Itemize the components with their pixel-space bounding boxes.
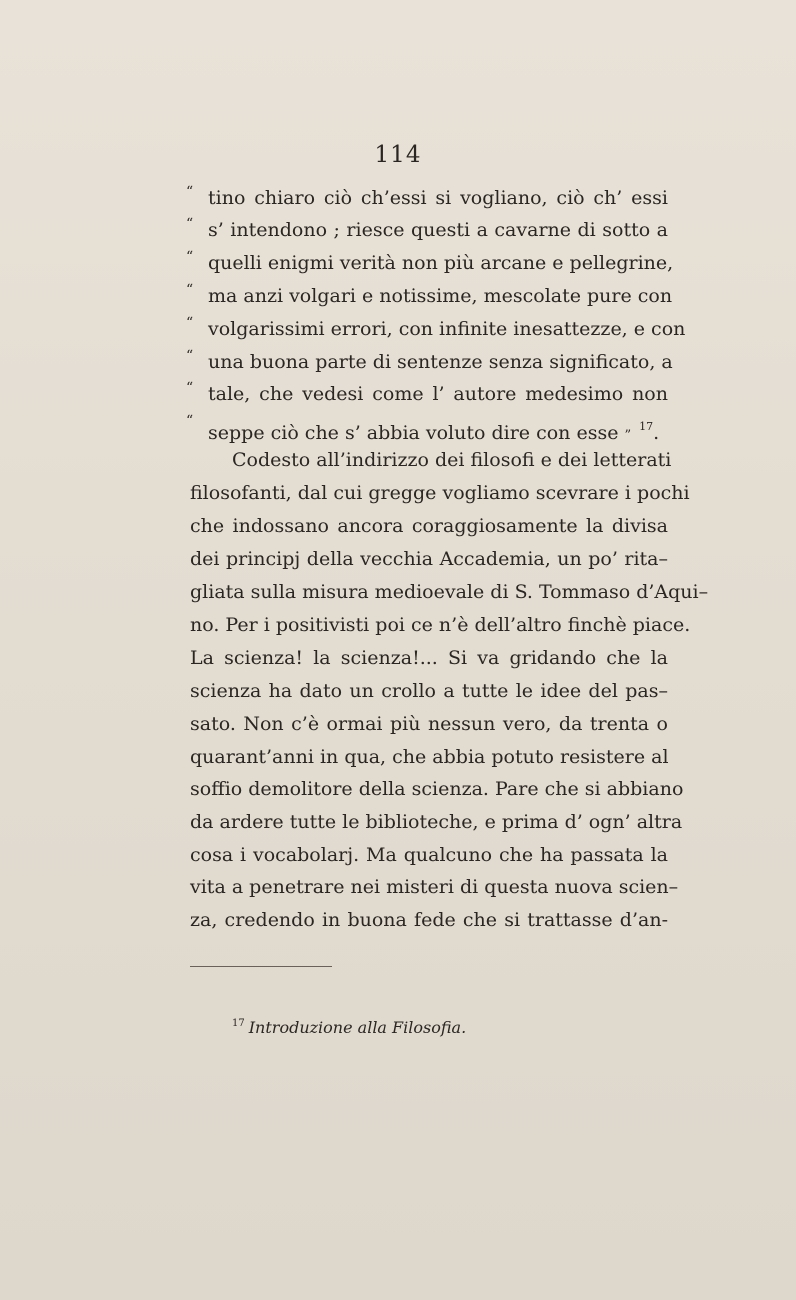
quote-mark: “ bbox=[186, 380, 194, 396]
paragraph-line: za, credendo in buona fede che si trattasse d’an- bbox=[190, 909, 668, 931]
quote-text: ma anzi volgari e notissime, mescolate pure con bbox=[208, 285, 673, 307]
paragraph-line: filosofanti, dal cui gregge vogliamo scevrare i pochi bbox=[190, 482, 690, 504]
quote-mark: “ bbox=[186, 249, 194, 265]
quote-text: tale, che vedesi come l’ autore medesimo non bbox=[208, 383, 668, 405]
paragraph-line: che indossano ancora coraggiosamente la divisa bbox=[190, 515, 668, 537]
quote-mark: “ bbox=[186, 282, 194, 298]
quote-mark: “ bbox=[186, 184, 194, 200]
quote-line bbox=[186, 313, 686, 345]
quote-text: una buona parte di sentenze senza significato, a bbox=[208, 351, 673, 373]
footnote-text: Introduzione alla Filosofia. bbox=[248, 1018, 467, 1037]
footnote-divider bbox=[190, 966, 332, 967]
paragraph-line: quarant’anni in qua, che abbia potuto resistere al bbox=[190, 746, 669, 768]
quote-mark: “ bbox=[186, 348, 194, 364]
paragraph-line: scienza ha dato un crollo a tutte le idee del pas– bbox=[190, 680, 668, 702]
paragraph-line: La scienza! la scienza!... Si va gridando che la bbox=[190, 647, 668, 669]
quote-line bbox=[186, 378, 668, 410]
quote-close-mark: ” bbox=[624, 428, 632, 443]
quote-text: s’ intendono ; riesce questi a cavarne di sotto a bbox=[208, 219, 668, 241]
quote-line bbox=[186, 247, 674, 279]
quote-text: volgarissimi errori, con infinite inesattezze, e con bbox=[208, 318, 686, 340]
paragraph-line: vita a penetrare nei misteri di questa nuova scien– bbox=[190, 876, 679, 898]
footnote bbox=[232, 1018, 466, 1037]
footnote-reference: 17 bbox=[639, 420, 654, 433]
paragraph-line: gliata sulla misura medioevale di S. Tommaso d’Aqui– bbox=[190, 581, 709, 603]
page-number: 114 bbox=[374, 142, 422, 168]
quote-line bbox=[186, 214, 668, 246]
quote-text: tino chiaro ciò ch’essi si vogliano, ciò ch’ essi bbox=[208, 187, 668, 209]
quote-line bbox=[186, 411, 668, 443]
footnote-number: 17 bbox=[232, 1018, 245, 1029]
paragraph-line: da ardere tutte le biblioteche, e prima d’ ogn’ altra bbox=[190, 811, 683, 833]
quote-line bbox=[186, 182, 668, 214]
quote-mark: “ bbox=[186, 315, 194, 331]
paragraph-line: soffio demolitore della scienza. Pare che si abbiano bbox=[190, 778, 684, 800]
quote-text: seppe ciò che s’ abbia voluto dire con esse ”$^{17}$. bbox=[208, 420, 660, 444]
paragraph-line: cosa i vocabolarj. Ma qualcuno che ha passata la bbox=[190, 844, 668, 866]
quote-mark: “ bbox=[186, 413, 194, 429]
quote-line bbox=[186, 280, 673, 312]
paragraph-line: no. Per i positivisti poi ce n’è dell’altro finchè piace. bbox=[190, 614, 691, 636]
quote-text: quelli enigmi verità non più arcane e pellegrine, bbox=[208, 252, 674, 274]
paragraph-line: dei principj della vecchia Accademia, un po’ rita– bbox=[190, 548, 668, 570]
quote-line bbox=[186, 346, 673, 378]
paragraph-line: Codesto all’indirizzo dei filosofi e dei letterati bbox=[232, 449, 672, 471]
quote-mark: “ bbox=[186, 216, 194, 232]
paragraph-line: sato. Non c’è ormai più nessun vero, da trenta o bbox=[190, 713, 668, 735]
quote-final-text: seppe ciò che s’ abbia voluto dire con esse bbox=[208, 422, 619, 444]
